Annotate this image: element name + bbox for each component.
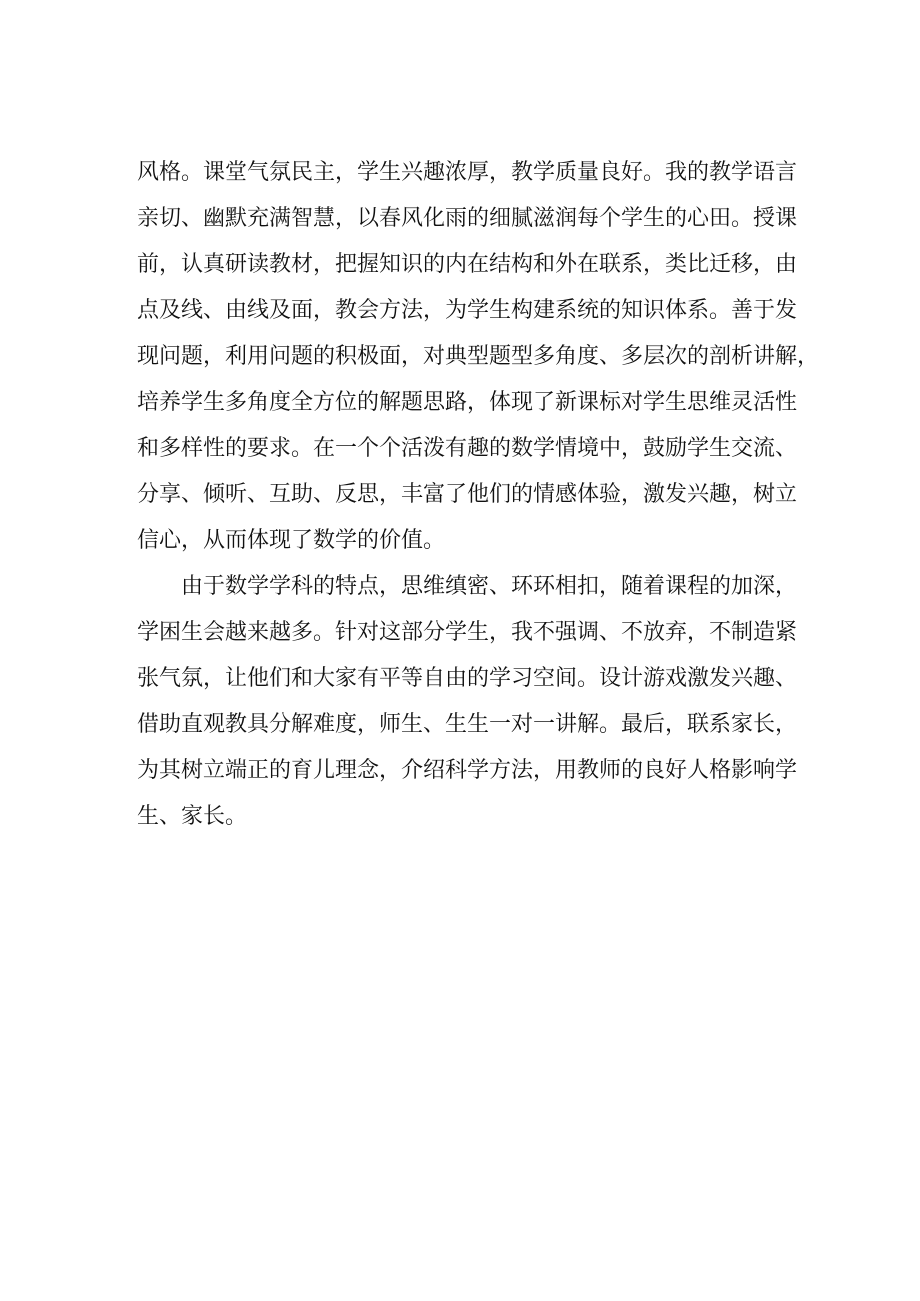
paragraph-line: 生、家长。 bbox=[137, 804, 248, 829]
paragraph-line: 为其树立端正的育儿理念，介绍科学方法，用教师的良好人格影响学 bbox=[137, 758, 798, 783]
paragraph-1 bbox=[137, 150, 820, 564]
paragraph-line: 学困生会越来越多。针对这部分学生，我不强调、不放弃，不制造紧 bbox=[137, 620, 798, 645]
paragraph-line: 由于数学学科的特点，思维缜密、环环相扣，随着课程的加深， bbox=[137, 574, 798, 599]
paragraph-line: 前，认真研读教材，把握知识的内在结构和外在联系，类比迁移，由 bbox=[137, 252, 798, 277]
paragraph-line: 亲切、幽默充满智慧，以春风化雨的细腻滋润每个学生的心田。授课 bbox=[137, 206, 798, 231]
paragraph-line: 借助直观教具分解难度，师生、生生一对一讲解。最后，联系家长， bbox=[137, 712, 798, 737]
paragraph-line: 培养学生多角度全方位的解题思路，体现了新课标对学生思维灵活性 bbox=[137, 390, 798, 415]
paragraph-2 bbox=[137, 564, 798, 840]
document-body bbox=[137, 150, 820, 840]
paragraph-line: 风格。课堂气氛民主，学生兴趣浓厚，教学质量良好。我的教学语言 bbox=[137, 160, 798, 185]
paragraph-line: 张气氛，让他们和大家有平等自由的学习空间。设计游戏激发兴趣、 bbox=[137, 666, 798, 691]
paragraph-line: 点及线、由线及面，教会方法，为学生构建系统的知识体系。善于发 bbox=[137, 298, 798, 323]
paragraph-line: 和多样性的要求。在一个个活泼有趣的数学情境中，鼓励学生交流、 bbox=[137, 436, 798, 461]
paragraph-line: 分享、倾听、互助、反思，丰富了他们的情感体验，激发兴趣，树立 bbox=[137, 482, 798, 507]
paragraph-line: 信心，从而体现了数学的价值。 bbox=[137, 528, 446, 553]
paragraph-line: 现问题，利用问题的积极面，对典型题型多角度、多层次的剖析讲解， bbox=[137, 344, 820, 369]
